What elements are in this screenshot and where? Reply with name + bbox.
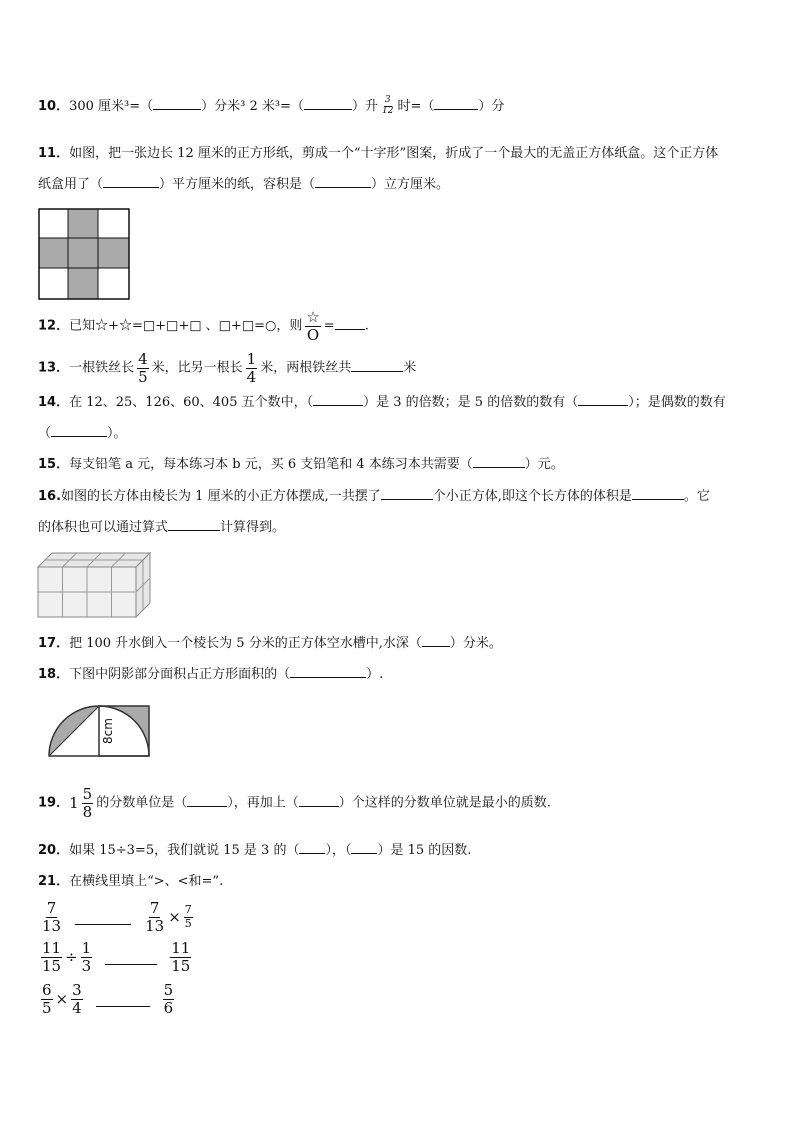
question-text: ）. xyxy=(366,667,384,682)
question-14 xyxy=(38,387,764,419)
fraction xyxy=(41,900,62,934)
question-text: 的体积也可以通过算式 xyxy=(38,520,169,535)
numerator: 5 xyxy=(163,981,174,999)
numerator: 1 xyxy=(81,939,92,957)
question-text: = xyxy=(323,318,335,334)
answer-blank[interactable] xyxy=(313,391,363,406)
question-text: （ xyxy=(38,426,52,441)
compare-row-1 xyxy=(38,900,196,934)
question-text: 在 12、25、126、60、405 五个数中，（ xyxy=(69,395,314,410)
cross-shape-figure xyxy=(38,208,130,300)
denominator: 6 xyxy=(163,998,174,1017)
question-10 xyxy=(38,91,764,123)
question-text: 。它 xyxy=(683,489,710,504)
question-number: 12． xyxy=(38,318,70,334)
denominator: 5 xyxy=(184,916,192,930)
question-number: 17． xyxy=(38,636,70,651)
denominator: 13 xyxy=(145,916,165,935)
question-17 xyxy=(38,628,764,660)
question-text: 下图中阴影部分面积占正方形面积的（ xyxy=(69,667,291,682)
fraction xyxy=(305,309,320,343)
question-14-line2 xyxy=(38,418,764,450)
answer-blank[interactable] xyxy=(335,315,365,330)
question-text: 米，比另一根长 xyxy=(151,360,243,376)
question-text: 纸盒用了（ xyxy=(38,177,104,192)
question-text: 计算得到。 xyxy=(220,520,286,535)
question-15 xyxy=(38,449,764,481)
question-16-line2 xyxy=(38,512,764,544)
question-text: 时=（ xyxy=(397,99,435,114)
denominator: 8 xyxy=(82,802,93,821)
compare-blank[interactable] xyxy=(105,950,157,965)
question-text: ），（ xyxy=(325,843,352,858)
numerator: 1 xyxy=(246,350,257,368)
fraction xyxy=(246,351,258,385)
question-text: 一根铁丝长 xyxy=(69,360,135,376)
operator: × xyxy=(55,990,69,1008)
denominator: 4 xyxy=(72,998,82,1017)
answer-blank[interactable] xyxy=(632,485,684,500)
question-text: ）立方厘米。 xyxy=(371,177,450,192)
question-number: 20． xyxy=(38,843,70,858)
question-18 xyxy=(38,659,764,691)
question-number: 13． xyxy=(38,360,70,376)
question-text: 300 厘米³=（ xyxy=(69,99,154,114)
question-text: ）。 xyxy=(107,426,127,441)
answer-blank[interactable] xyxy=(351,357,403,372)
answer-blank[interactable] xyxy=(434,95,478,110)
question-number: 14． xyxy=(38,395,70,410)
denominator: O xyxy=(306,325,320,344)
denominator: 3 xyxy=(81,956,92,975)
question-text: ）是 3 的倍数；是 5 的倍数的数有（ xyxy=(363,395,579,410)
question-11-line2 xyxy=(38,169,764,201)
answer-blank[interactable] xyxy=(51,422,107,437)
question-text: ），再加上（ xyxy=(227,795,299,811)
numerator: 6 xyxy=(42,981,52,999)
question-text: 个小正方体,即这个长方体的体积是 xyxy=(432,489,632,504)
numerator: 7 xyxy=(46,899,57,917)
answer-blank[interactable] xyxy=(422,632,450,647)
question-21 xyxy=(38,866,764,898)
question-12: 12．已知☆+☆=□+□+□ 、□+□=○，则 $\frac{☆}{O}$ = . xyxy=(38,308,369,344)
question-number: 15． xyxy=(38,457,70,472)
question-text: ）平方厘米的纸，容积是（ xyxy=(159,177,316,192)
numerator: 5 xyxy=(82,785,93,803)
numerator: 3 xyxy=(72,981,82,999)
question-number: 16. xyxy=(38,489,62,504)
numerator: 11 xyxy=(171,939,191,957)
question-number: 10． xyxy=(38,99,70,114)
answer-blank[interactable] xyxy=(187,792,227,807)
question-16 xyxy=(38,481,764,513)
fraction xyxy=(184,904,193,929)
question-11 xyxy=(38,138,764,170)
fraction xyxy=(41,940,62,974)
question-text: ）分米³ 2 米³=（ xyxy=(201,99,305,114)
question-text: 每支铅笔 a 元，每本练习本 b 元，买 6 支铅笔和 4 本练习本共需要（ xyxy=(69,457,473,472)
numerator: 4 xyxy=(138,350,148,368)
question-number: 21． xyxy=(38,874,70,889)
numerator: 7 xyxy=(149,899,160,917)
answer-blank[interactable] xyxy=(351,839,377,854)
numerator: 7 xyxy=(184,903,192,917)
compare-blank[interactable] xyxy=(75,910,131,925)
answer-blank[interactable] xyxy=(290,663,366,678)
denominator: 4 xyxy=(246,367,257,386)
question-text: 在横线里填上“>、<和=”. xyxy=(69,874,224,889)
compare-blank[interactable] xyxy=(96,992,150,1007)
compare-row-3 xyxy=(38,982,177,1016)
question-text: 已知☆+☆=□+□+□ 、□+□=○，则 xyxy=(69,318,303,334)
question-13 xyxy=(38,351,764,385)
operator: × xyxy=(168,908,181,926)
cuboid-figure xyxy=(36,549,152,619)
question-text: 如图，把一张边长 12 厘米的正方形纸，剪成一个“十字形”图案，折成了一个最大的无盖正方体纸盒。这个正方体 xyxy=(69,146,719,161)
question-text: 如图的长方体由棱长为 1 厘米的小正方体摆成,一共摆了 xyxy=(61,489,381,504)
denominator: 15 xyxy=(42,956,62,975)
numerator: 11 xyxy=(42,939,62,957)
question-text: ）个这样的分数单位就是最小的质数. xyxy=(338,795,551,811)
fraction xyxy=(137,351,149,385)
question-text: ）元。 xyxy=(524,457,564,472)
whole-part: 1 xyxy=(69,794,79,812)
question-text: ）；是偶数的数有 xyxy=(628,395,726,410)
denominator: 5 xyxy=(42,998,52,1017)
answer-blank[interactable] xyxy=(168,516,220,531)
question-text: ）分 xyxy=(478,99,505,114)
numerator: ☆ xyxy=(306,308,320,326)
fraction xyxy=(71,982,83,1016)
fraction xyxy=(82,786,94,820)
fraction xyxy=(144,900,165,934)
denominator: 12 xyxy=(382,106,394,116)
fraction xyxy=(170,940,191,974)
answer-blank[interactable] xyxy=(315,173,371,188)
denominator: 5 xyxy=(138,367,148,386)
question-text: 的分数单位是（ xyxy=(96,795,188,811)
question-number: 19． xyxy=(38,795,70,811)
question-20 xyxy=(38,835,764,867)
question-text: 如果 15÷3=5，我们就说 15 是 3 的（ xyxy=(69,843,300,858)
question-text: ）分米。 xyxy=(449,636,502,651)
fraction xyxy=(163,982,175,1016)
compare-row-2 xyxy=(38,940,194,974)
answer-blank[interactable] xyxy=(473,453,525,468)
operator: ÷ xyxy=(65,948,78,966)
question-number: 11． xyxy=(38,146,70,161)
answer-blank[interactable] xyxy=(578,391,628,406)
denominator: 15 xyxy=(171,956,191,975)
fraction xyxy=(81,940,93,974)
question-text: ）升 xyxy=(352,99,379,114)
fraction xyxy=(41,982,53,1016)
answer-blank[interactable] xyxy=(299,792,339,807)
shaded-semicircle-figure xyxy=(46,703,152,759)
question-number: 18． xyxy=(38,667,70,682)
answer-blank[interactable] xyxy=(103,173,159,188)
answer-blank[interactable] xyxy=(304,95,352,110)
denominator: 13 xyxy=(42,916,62,935)
dimension-label: 8cm xyxy=(101,718,115,744)
fraction xyxy=(381,96,394,117)
question-text: 米，两根铁丝共 xyxy=(260,360,352,376)
answer-blank[interactable] xyxy=(299,839,325,854)
answer-blank[interactable] xyxy=(381,485,433,500)
mixed-number xyxy=(69,786,96,820)
answer-blank[interactable] xyxy=(153,95,201,110)
numerator: 3 xyxy=(384,95,391,106)
question-text: 把 100 升水倒入一个棱长为 5 分米的正方体空水槽中,水深（ xyxy=(69,636,422,651)
question-19 xyxy=(38,786,764,820)
question-text: 米 xyxy=(403,360,417,376)
question-text: ）是 15 的因数. xyxy=(377,843,472,858)
